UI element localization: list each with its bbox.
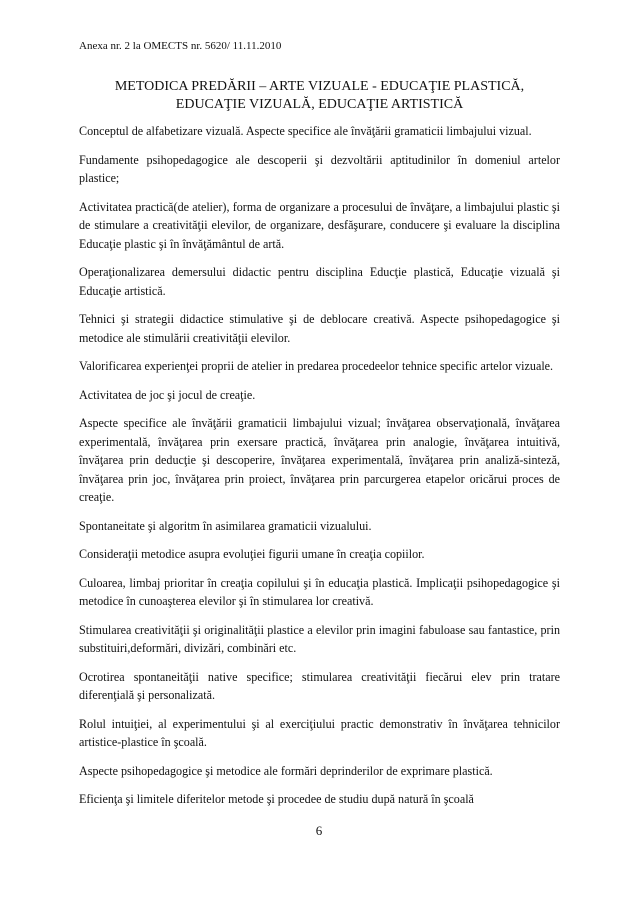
paragraph: Conceptul de alfabetizare vizuală. Aspecte specifice ale învăţării gramaticii limbajului vizual. — [79, 124, 532, 138]
paragraph: Aspecte specifice ale învăţării gramaticii limbajului vizual; învăţarea observaţională, învăţarea experimentală, învăţarea prin exersare practică, învăţarea prin analogie, învăţarea intuitivă, învăţarea prin deducţie şi descoperire, învăţarea experimentală, învăţarea prin analiză-sinteză, învăţarea prin joc, învăţarea prin proiect, învăţarea prin parcurgerea etapelor oricărui proces de creaţie. — [79, 416, 560, 504]
paragraph: Aspecte psihopedagogice şi metodice ale formări deprinderilor de exprimare plastică. — [79, 763, 493, 778]
page-number: 6 — [315, 823, 323, 838]
paragraph: Fundamente psihopedagogice ale descoperii şi dezvoltării aptitudinilor în domeniul artelor plastice; — [79, 152, 560, 185]
paragraph: Stimularea creativităţii şi originalităţii plastice a elevilor prin imagini fabuloase sau fantastice, prin substituiri,deformări, divizări, combinări etc. — [79, 622, 560, 655]
paragraph: Consideraţii metodice asupra evoluţiei figurii umane în creaţia copiilor. — [79, 547, 425, 561]
page-title: METODICA PREDĂRII – ARTE VIZUALE - EDUCAŢIE PLASTICĂ, EDUCAŢIE VIZUALĂ, EDUCAŢIE ARTISTICĂ — [114, 79, 525, 112]
header-note: Anexa nr. 2 la OMECTS nr. 5620/ 11.11.2010 — [79, 40, 282, 52]
paragraph: Valorificarea experienţei proprii de atelier in predarea procedeelor tehnice specific artelor vizuale. — [79, 359, 554, 373]
document-body — [79, 122, 560, 819]
paragraph: Culoarea, limbaj prioritar în creaţia copilului şi în educaţia plastică. Implicaţii psihopedagogice şi metodice în cunoaşterea elevilor şi în stimularea lor creativă. — [79, 575, 560, 608]
paragraph: Tehnici şi strategii didactice stimulative şi de deblocare creativă. Aspecte psihopedagogice şi metodice ale stimulării creativităţii elevilor. — [79, 312, 560, 345]
paragraph: Operaţionalizarea demersului didactic pentru disciplina Educţie plastică, Educaţie vizuală şi Educaţie artistică. — [79, 265, 560, 298]
paragraph: Rolul intuiţiei, al experimentului şi al exerciţiului practic demonstrativ în învăţarea tehnicilor artistice-plastice în şcoală. — [79, 716, 560, 749]
paragraph: Ocrotirea spontaneităţii native specifice; stimularea creativităţii fiecărui elev prin tratare diferenţială şi personalizată. — [79, 669, 560, 702]
paragraph: Spontaneitate şi algoritm în asimilarea gramaticii vizualului. — [79, 518, 372, 533]
paragraph: Activitatea practică(de atelier), forma de organizare a procesului de învăţare, a limbajului plastic şi de stimulare a creativităţii elevilor, de organizare, desfăşurare, conducere şi evaluare la disciplina Educaţie plastic şi în învăţământul de artă. — [79, 199, 560, 251]
paragraph: Eficienţa şi limitele diferitelor metode şi procedee de studiu după natură în şcoală — [79, 792, 474, 806]
paragraph: Activitatea de joc şi jocul de creaţie. — [79, 387, 256, 402]
